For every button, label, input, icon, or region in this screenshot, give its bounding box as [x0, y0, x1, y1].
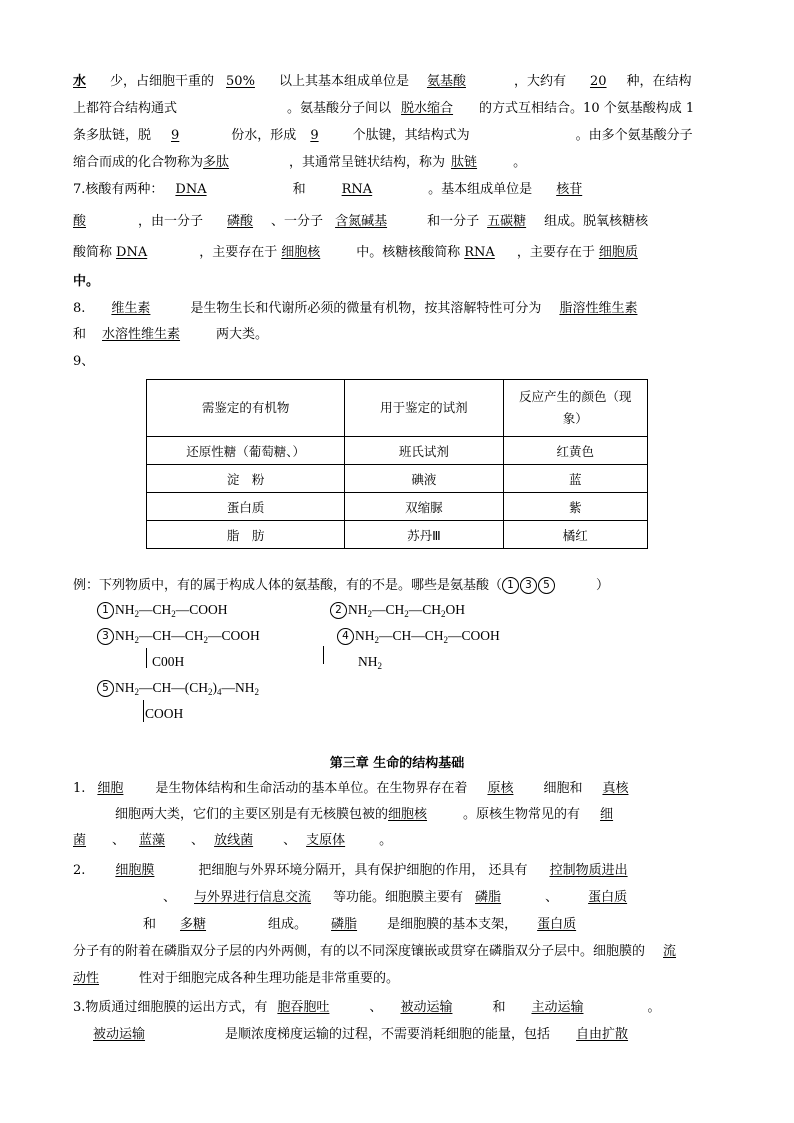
para-9-number: 9、: [73, 354, 95, 369]
bond-line: [146, 648, 147, 668]
table-header-color: 反应产生的颜色（现 象）: [503, 380, 647, 437]
chapter-s2-line2: 、 与外界进行信息交流 等功能。细胞膜主要有 磷脂 、 蛋白质: [163, 890, 628, 905]
chapter-s1-line2: 细胞两大类，它们的主要区别是有无核膜包被的细胞核 。原核生物常见的有 细: [115, 807, 614, 822]
chapter-s3-line2: 被动运输 是顺浓度梯度运输的过程，不需要消耗细胞的能量，包括 自由扩散: [93, 1027, 629, 1042]
chapter-s2-line4: 分子有的附着在磷脂双分子层的内外两侧，有的以不同深度镶嵌或贯穿在磷脂双分子层中。细胞膜的 流: [73, 944, 677, 959]
para-amino-line3: 条多肽链，脱 9 份水，形成 9 个肽键，其结构式为 。由多个氨基酸分子: [73, 128, 693, 143]
compound-5: 5 $NH_2—CH—(CH_2)_4—NH_2$: [97, 680, 259, 697]
para-7-line4: 中。: [73, 274, 100, 289]
compound-3: 3 $NH_2—CH—CH_2—COOH$: [97, 628, 260, 645]
para-amino-line2: 上都符合结构通式 。氨基酸分子间以 脱水缩合 的方式互相结合。10 个氨基酸构成 1: [73, 101, 695, 116]
table-header-substance: 需鉴定的有机物: [147, 380, 345, 437]
compound-1: 1 $NH_2—CH_2—COOH$: [97, 602, 228, 619]
table-row: 还原性糖（葡萄糖、） 班氏试剂 红黄色: [147, 437, 648, 465]
para-7-line3: 酸简称 DNA ，主要存在于 细胞核 中。核糖核酸简称 RNA ，主要存在于 细胞质: [73, 245, 638, 260]
chapter-s1-line1: 1. 细胞 是生物体结构和生命活动的基本单位。在生物界存在着 原核 细胞和 真核: [73, 781, 629, 796]
table-header-reagent: 用于鉴定的试剂: [345, 380, 503, 437]
example-question: 例：下列物质中，有的属于构成人体的氨基酸，有的不是。哪些是氨基酸（ 1 3 5 ）: [73, 578, 610, 593]
compound-3-branch: C00H: [152, 654, 185, 669]
chapter-s2-line1: 2. 细胞膜 把细胞与外界环境分隔开，具有保护细胞的作用， 还具有 控制物质进出: [73, 863, 628, 878]
chapter-s3-line1: 3.物质通过细胞膜的运出方式，有 胞吞胞吐 、 被动运输 和 主动运输 。: [73, 1000, 661, 1015]
bond-line: [143, 700, 144, 722]
chapter-title: 第三章 生命的结构基础: [329, 756, 465, 771]
table-row: 淀 粉 碘液 蓝: [147, 465, 648, 493]
para-amino-line4: 缩合而成的化合物称为多肽 ，其通常呈链状结构，称为 肽链 。: [73, 155, 527, 170]
compound-4: 4 $NH_2—CH—CH_2—COOH$: [337, 628, 500, 645]
compound-5-branch: COOH: [145, 706, 184, 721]
table-row: 蛋白质 双缩脲 紫: [147, 493, 648, 521]
para-8-line2: 和 水溶性维生素 两大类。: [73, 327, 269, 342]
compound-2: 2 $NH_2—CH_2—CH_2OH$: [330, 602, 465, 619]
para-7-line2: 酸 ，由一分子 磷酸 、一分子 含氮碱基 和一分子 五碳糖 组成。脱氧核糖核: [73, 214, 649, 229]
table-row: 脂 肪 苏丹Ⅲ 橘红: [147, 521, 648, 549]
compound-4-branch: $NH_2$: [358, 654, 382, 671]
chapter-s1-line3: 菌 、 蓝藻 、 放线菌 、 支原体 。: [73, 833, 393, 848]
chapter-s2-line3: 和 多糖 组成。 磷脂 是细胞膜的基本支架， 蛋白质: [143, 917, 577, 932]
bond-line: [323, 646, 324, 664]
chapter-s2-line5: 动性 性对于细胞完成各种生理功能是非常重要的。: [73, 971, 400, 986]
para-8-line1: 8. 维生素 是生物生长和代谢所必须的微量有机物，按其溶解特性可分为 脂溶性维生素: [73, 301, 638, 316]
reagent-table: [146, 379, 648, 549]
para-amino-line1: 水 少，占细胞干重的 50% 以上其基本组成单位是 氨基酸 ，大约有 20 种，在结构: [73, 74, 692, 89]
para-7-line1: 7.核酸有两种： DNA 和 RNA 。基本组成单位是 核苷: [73, 182, 583, 197]
